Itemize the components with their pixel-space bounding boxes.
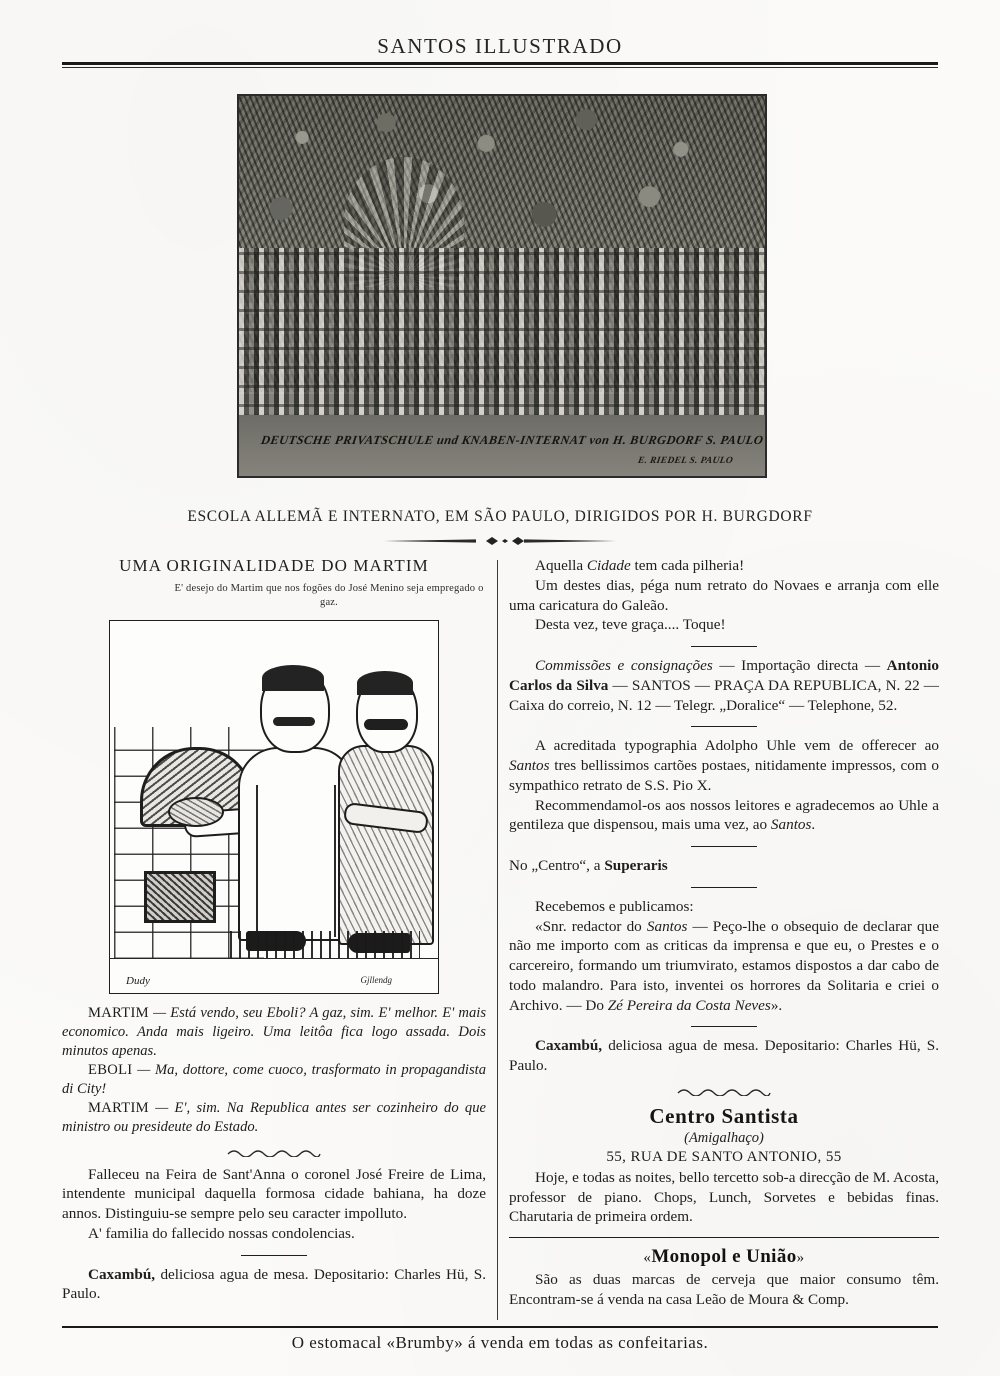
wavy-divider-icon: [226, 1147, 322, 1157]
letter-italic-santos: Santos: [646, 917, 688, 935]
uhle-paragraph-1: A acreditada typographia Adolpho Uhle vem de offerecer ao Santos tres bellissimos cartões postaes, nitidamente impressos, com o sympathico retrato de S.S. Pio X.: [509, 737, 939, 794]
cartoon-signature-left: Dudy: [126, 974, 150, 987]
commissoes-address-smallcaps: PRAÇA DA REPUBLICA: [714, 676, 878, 694]
opening-line-1: Aquella Cidade tem cada pilheria!: [535, 557, 745, 574]
centro-santista-title: Centro Santista: [649, 1103, 799, 1128]
short-rule: [241, 1255, 307, 1256]
cartoon-visitor-hair: [357, 671, 413, 695]
short-rule: [691, 646, 757, 647]
superaris-brand: Superaris: [604, 857, 668, 874]
caxambu-brand: Caxambú,: [535, 1037, 603, 1055]
cartoon-cook-moustache: [273, 717, 315, 726]
letter-part2: — Peço-lhe o obsequio de declarar que não me importo com as criticas da imprensa e que eu, o Prestes e o carcereiro, formando um triumvirato, estamos dispostos a dar cabo de todo malandro. Para isto, inventei os horrores da Solitaria e criei o Archivo. — Do: [509, 917, 939, 1014]
short-rule: [691, 846, 757, 847]
letter-signature: Zé Pereira da Costa Neves: [607, 996, 771, 1014]
uhle-paragraph-2: Recommendamol-os aos nossos leitores e agradecemos ao Uhle a gentileza que dispensou, mais uma vez, ao Santos.: [509, 796, 939, 834]
cartoon-oven-door: [144, 871, 216, 923]
commissoes-lead: Commissões e consignações: [535, 657, 713, 674]
short-rule: [691, 726, 757, 727]
short-rule: [691, 887, 757, 888]
centro-santista-body: Hoje, e todas as noites, bello tercetto sob-a direcção de M. Acosta, professor de piano. Chops, Lunch, Sorvetes e bebidas finas. Charutaria de primeira ordem.: [509, 1168, 939, 1226]
santos-italic: Santos: [509, 757, 550, 774]
ornament-icon: [380, 534, 620, 548]
dialogue-speaker: EBOLI: [88, 1061, 133, 1078]
wavy-divider-icon: [676, 1086, 772, 1096]
monopol-quote-open: «: [643, 1250, 652, 1266]
masthead: [62, 36, 938, 57]
photo-canvas: [239, 96, 765, 476]
cartoon-cook-hair: [262, 665, 324, 691]
page-title: SANTOS ILLUSTRADO: [377, 34, 623, 58]
school-photograph: [237, 94, 767, 478]
commissoes-part2: — SANTOS —: [608, 676, 715, 694]
footer-text: O estomacal «Brumby» á venda em todas as confeitarias.: [291, 1333, 709, 1352]
right-column: [509, 556, 939, 1310]
photo-handwritten-caption: DEUTSCHE PRIVATSCHULE und KNABEN-INTERNAT von H. BURGDORF S. PAULO: [259, 433, 765, 447]
caxambu-ad-left: [62, 1265, 486, 1305]
commissoes-name: Antonio Carlos da Silva: [509, 657, 939, 694]
caxambu-ad-right: [509, 1036, 939, 1076]
left-column: [62, 556, 486, 1304]
photo-photographer-credit: E. RIEDEL S. PAULO: [637, 456, 734, 466]
photo-crowd-rows: [239, 248, 765, 423]
obituary-condolences: A' familia do fallecido nossas condolencias.: [88, 1224, 355, 1242]
wavy-divider: [226, 1147, 322, 1157]
cartoon-dialogue: [62, 1004, 486, 1137]
monopol-quote-close: »: [796, 1250, 805, 1266]
dialogue-text: — Ma, dottore, come cuoco, trasformato in propagandista di City!: [62, 1061, 486, 1097]
dialogue-speaker: MARTIM: [88, 1004, 149, 1021]
photo-legend: ESCOLA ALLEMÃ E INTERNATO, EM SÃO PAULO, DIRIGIDOS POR H. BURGDORF: [187, 508, 813, 525]
letter-part1: «Snr. redactor do: [535, 917, 647, 935]
letter-body: [509, 917, 939, 1016]
dialogue-speaker: MARTIM: [88, 1099, 149, 1116]
centro-santista-subtitle: (Amigalhaço): [684, 1129, 764, 1146]
cartoon-cook-apron: [256, 785, 336, 937]
opening-line-2: Um destes dias, péga num retrato do Novaes e arranja com elle uma caricatura do Galeão.: [509, 576, 939, 614]
opening-line-3: Desta vez, teve graça.... Toque!: [535, 616, 726, 634]
cartoon-roast-piglet: [168, 797, 224, 827]
cartoon-signature-right: Gjllendg: [360, 974, 392, 985]
centro-santista-address: 55, RUA DE SANTO ANTONIO, 55: [606, 1148, 842, 1165]
cartoon-visitor-body: [338, 745, 434, 945]
letter-intro: Recebemos e publicamos:: [535, 897, 694, 915]
section-heading-martim: UMA ORIGINALIDADE DO MARTIM: [119, 556, 429, 575]
masthead-rule: [62, 62, 938, 68]
cartoon-floor-hatching: [230, 931, 420, 959]
opening-italic-cidade: Cidade: [586, 557, 631, 574]
commissoes-ad: [509, 656, 939, 715]
superaris-prefix: No „Centro“, a: [509, 857, 605, 874]
cartoon-illustration: [109, 620, 439, 994]
dialogue-line: [62, 1004, 486, 1061]
obituary-paragraph: Falleceu na Feira de Sant'Anna o coronel José Freire de Lima, intendente municipal daquella formosa cidade bahiana, ha doze annos. Distinguiu-se sempre pelo seu caracter impolluto.: [62, 1165, 486, 1222]
column-divider: [497, 560, 498, 1320]
dialogue-line: [62, 1061, 486, 1099]
dialogue-text: — Está vendo, seu Eboli? A gaz, sim. E' melhor. E' mais economico. Anda mais ligeiro. Uma leitôa fica logo assada. Dois minutos apenas.: [62, 1004, 486, 1059]
caxambu-text: deliciosa agua de mesa. Depositario: Charles Hü, S. Paulo.: [62, 1265, 486, 1303]
dialogue-text: — E', sim. Na Republica antes ser cozinheiro do que ministro ou presideute do Estado.: [62, 1099, 486, 1135]
commissoes-part1: — Importação directa —: [712, 657, 887, 674]
dialogue-line: [62, 1099, 486, 1137]
monopol-body: São as duas marcas de cerveja que maior consumo têm. Encontram-se á venda na casa Leão de Moura & Comp.: [509, 1271, 939, 1308]
santos-italic: Santos: [770, 816, 812, 834]
epigraph-martim: E' desejo do Martim que nos fogões do José Menino seja empregado o gaz.: [174, 583, 484, 608]
superaris-line: [509, 856, 939, 876]
full-rule: [509, 1237, 939, 1238]
letter-part3: ».: [770, 996, 783, 1014]
monopol-title-text: Monopol e União: [651, 1246, 797, 1267]
caxambu-brand: Caxambú,: [88, 1265, 156, 1283]
footer-rule: [62, 1326, 938, 1328]
cartoon-visitor-moustache: [364, 719, 408, 730]
short-rule: [691, 1026, 757, 1027]
commissoes-part3: , N. 22 — Caixa do correio, N. 12 — Telegr. „Doralice“ — Telephone, 52.: [509, 676, 939, 714]
monopol-title: [509, 1246, 939, 1268]
ornament-divider: [62, 534, 938, 548]
wavy-divider: [676, 1086, 772, 1096]
caxambu-text: deliciosa agua de mesa. Depositario: Charles Hü, S. Paulo.: [509, 1037, 939, 1074]
